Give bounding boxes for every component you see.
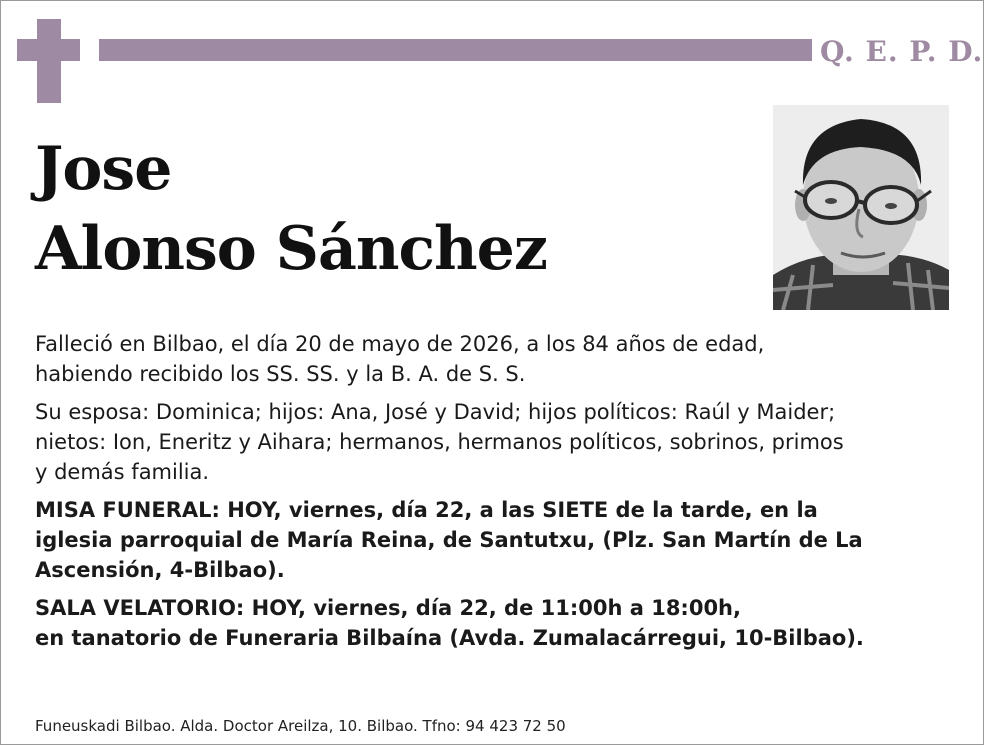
family-line-1: Su esposa: Dominica; hijos: Ana, José y David; hijos políticos: Raúl y Maider; bbox=[35, 400, 836, 424]
mass-line-2: iglesia parroquial de María Reina, de Santutxu, (Plz. San Martín de La bbox=[35, 528, 863, 552]
obituary-body bbox=[35, 329, 965, 661]
header-rule bbox=[99, 39, 812, 61]
wake-room-paragraph bbox=[35, 593, 965, 653]
portrait-photo bbox=[773, 105, 949, 310]
funeral-mass-paragraph bbox=[35, 495, 965, 585]
death-paragraph bbox=[35, 329, 965, 389]
cross-icon-horizontal bbox=[17, 39, 80, 61]
funeral-home-footer: Funeuskadi Bilbao. Alda. Doctor Areilza, 10. Bilbao. Tfno: 94 423 72 50 bbox=[35, 717, 566, 735]
wake-line-1: SALA VELATORIO: HOY, viernes, día 22, de 11:00h a 18:00h, bbox=[35, 596, 741, 620]
deceased-surnames: Alonso Sánchez bbox=[35, 214, 547, 284]
family-paragraph bbox=[35, 397, 965, 487]
deceased-first-name: Jose bbox=[35, 134, 172, 204]
qepd-label: Q. E. P. D. bbox=[820, 35, 984, 68]
cross-icon-vertical bbox=[37, 19, 61, 103]
family-line-2: nietos: Ion, Eneritz y Aihara; hermanos, hermanos políticos, sobrinos, primos bbox=[35, 430, 844, 454]
deceased-name bbox=[35, 129, 547, 289]
mass-line-1: MISA FUNERAL: HOY, viernes, día 22, a las SIETE de la tarde, en la bbox=[35, 498, 818, 522]
mass-line-3: Ascensión, 4-Bilbao). bbox=[35, 558, 285, 582]
death-line-2: habiendo recibido los SS. SS. y la B. A. de S. S. bbox=[35, 362, 526, 386]
family-line-3: y demás familia. bbox=[35, 460, 210, 484]
wake-line-2: en tanatorio de Funeraria Bilbaína (Avda. Zumalacárregui, 10-Bilbao). bbox=[35, 626, 864, 650]
portrait-icon bbox=[773, 105, 949, 310]
death-line-1: Falleció en Bilbao, el día 20 de mayo de 2026, a los 84 años de edad, bbox=[35, 332, 765, 356]
